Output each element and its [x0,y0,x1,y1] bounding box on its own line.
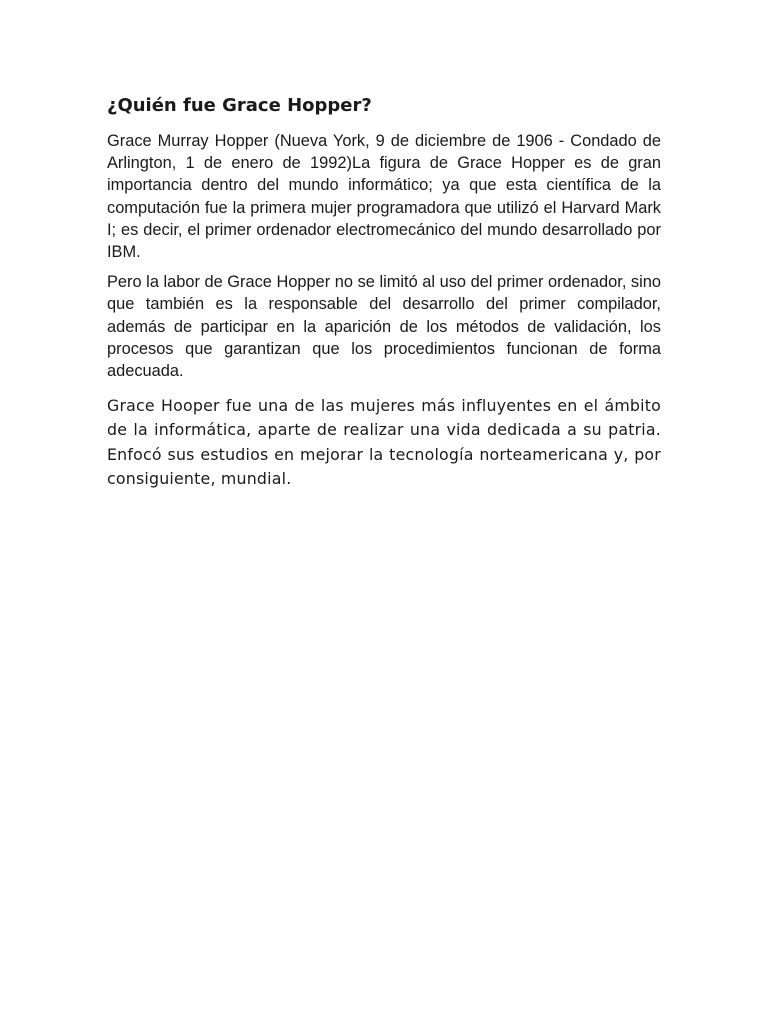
document-title: ¿Quién fue Grace Hopper? [107,95,372,116]
document-body [107,94,661,491]
paragraph-biography: Grace Murray Hopper (Nueva York, 9 de diciembre de 1906 - Condado de Arlington, 1 de enero de 1992)La figura de Grace Hopper es de gran importancia dentro del mundo informático; ya que esta científica de la computación fue la primera mujer programadora que utilizó el Harvard Mark I; es decir, el primer ordenador electromecánico del mundo desarrollado por IBM. [107,132,661,262]
paragraph-influence: Grace Hooper fue una de las mujeres más influyentes en el ámbito de la informática, aparte de realizar una vida dedicada a su patria. Enfocó sus estudios en mejorar la tecnología norteamericana y, por consiguiente, mundial. [107,396,661,488]
paragraph-contributions: Pero la labor de Grace Hopper no se limitó al uso del primer ordenador, sino que también es la responsable del desarrollo del primer compilador, además de participar en la aparición de los métodos de validación, los procesos que garantizan que los procedimientos funcionan de forma adecuada. [107,273,661,381]
